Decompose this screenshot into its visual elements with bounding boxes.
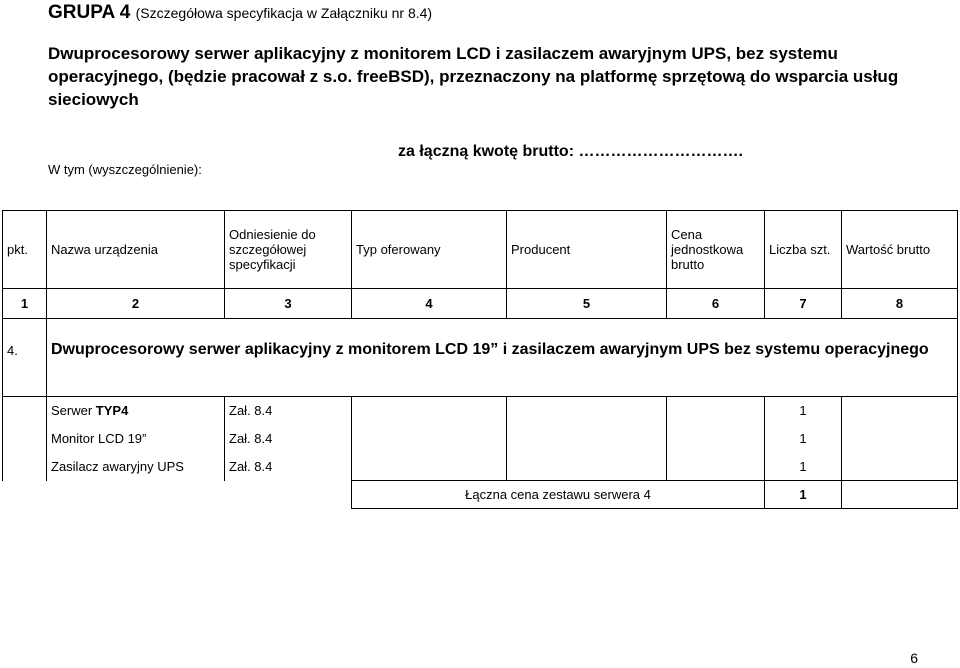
column-number: 4 xyxy=(352,289,507,319)
page-number: 6 xyxy=(910,650,918,666)
table-row xyxy=(3,453,958,481)
total-row xyxy=(3,481,958,509)
item-name: Serwer TYP4 xyxy=(47,397,225,425)
item-quantity: 1 xyxy=(765,453,842,481)
header-cell: Producent xyxy=(507,211,667,289)
column-number: 5 xyxy=(507,289,667,319)
section-number: 4. xyxy=(3,319,47,397)
section-title: Dwuprocesorowy serwer aplikacyjny z monitorem LCD 19” i zasilaczem awaryjnym UPS bez systemu operacyjnego xyxy=(47,319,958,397)
item-quantity: 1 xyxy=(765,397,842,425)
total-quantity: 1 xyxy=(765,481,842,509)
total-label: Łączna cena zestawu serwera 4 xyxy=(352,481,765,509)
total-value xyxy=(842,481,958,509)
group-subtitle: (Szczegółowa specyfikacja w Załączniku nr 8.4) xyxy=(135,5,433,21)
column-number: 7 xyxy=(765,289,842,319)
column-number: 6 xyxy=(667,289,765,319)
item-name: Monitor LCD 19” xyxy=(47,425,225,453)
main-title: Dwuprocesorowy serwer aplikacyjny z monitorem LCD i zasilaczem awaryjnym UPS, bez systemu operacyjnego, (będzie pracował z s.o. freeBSD), przeznaczony na platformę sprzętową do wsparcia usług sieciowych xyxy=(48,44,899,109)
table-header-row xyxy=(3,211,958,289)
header-cell: Odniesienie do szczegółowej specyfikacji xyxy=(225,211,352,289)
item-name: Zasilacz awaryjny UPS xyxy=(47,453,225,481)
column-number-row xyxy=(3,289,958,319)
header-cell: Wartość brutto xyxy=(842,211,958,289)
column-number: 2 xyxy=(47,289,225,319)
column-number: 3 xyxy=(225,289,352,319)
item-reference: Zał. 8.4 xyxy=(225,397,352,425)
item-reference: Zał. 8.4 xyxy=(225,453,352,481)
item-reference: Zał. 8.4 xyxy=(225,425,352,453)
specification-table xyxy=(2,210,958,509)
column-number: 1 xyxy=(3,289,47,319)
header-cell: Liczba szt. xyxy=(765,211,842,289)
total-amount-label: za łączną kwotę brutto: …………………………. xyxy=(398,143,743,160)
item-quantity: 1 xyxy=(765,425,842,453)
table-row xyxy=(3,397,958,425)
header-cell: Cena jednostkowa brutto xyxy=(667,211,765,289)
table-row xyxy=(3,425,958,453)
column-number: 8 xyxy=(842,289,958,319)
header-cell: pkt. xyxy=(3,211,47,289)
in-which-label: W tym (wyszczególnienie): xyxy=(48,162,202,177)
header-cell: Typ oferowany xyxy=(352,211,507,289)
section-row xyxy=(3,319,958,397)
group-title xyxy=(48,2,432,24)
header-cell: Nazwa urządzenia xyxy=(47,211,225,289)
group-title-text: GRUPA 4 xyxy=(48,2,131,23)
